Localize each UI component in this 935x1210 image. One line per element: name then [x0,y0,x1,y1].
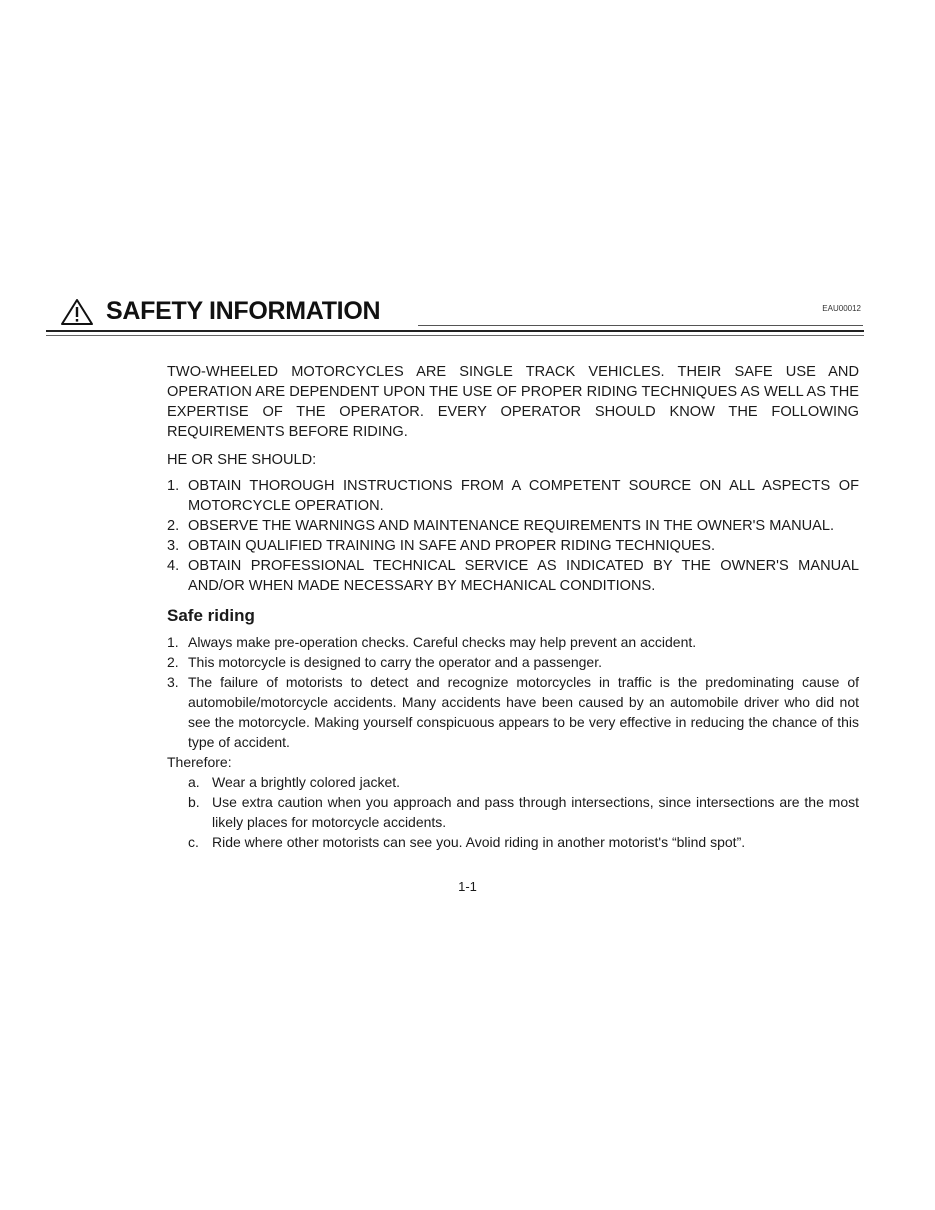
list-text: The failure of motorists to detect and recognize motorcycles in traffic is the predominating cause of automobile/motorcycle accidents. Many accidents have been caused by an automobile driver who did not see the motorcycle. Making yourself conspicuous appears to be very effective in reducing the chance of this type of accident. [188,674,859,750]
list-item [167,672,859,752]
list-number: 2. [167,654,179,670]
list-item [167,772,859,792]
list-number: 1. [167,634,179,650]
list-number: 3. [167,538,180,554]
document-code: EAU00012 [822,304,861,313]
list-item [167,652,859,672]
list-number: 4. [167,558,180,574]
therefore-label: Therefore: [167,754,232,770]
section-header [58,296,863,332]
intro-paragraph: TWO-WHEELED MOTORCYCLES ARE SINGLE TRACK VEHICLES. THEIR SAFE USE AND OPERATION ARE DEPENDENT UPON THE USE OF PROPER RIDING TECHNIQUES AS WELL AS THE EXPERTISE OF THE OPERATOR. EVERY OPERATOR SHOULD KNOW THE FOLLOWING REQUIREMENTS BEFORE RIDING. [167,364,859,440]
list-text: OBTAIN THOROUGH INSTRUCTIONS FROM A COMPETENT SOURCE ON ALL ASPECTS OF MOTORCYCLE OPERATION. [188,478,859,514]
he-should-label: HE OR SHE SHOULD: [167,452,317,468]
list-letter: b. [188,794,200,810]
safe-riding-heading: Safe riding [167,606,255,625]
header-rule-main [46,330,864,332]
warning-triangle-icon [60,298,94,326]
list-text: Always make pre-operation checks. Careful checks may help prevent an accident. [188,634,697,650]
list-text: Use extra caution when you approach and pass through intersections, since intersections are the most likely places for motorcycle accidents. [212,794,859,830]
header-rule-thin [46,335,864,336]
list-item [167,516,859,536]
list-number: 3. [167,674,179,690]
list-number: 2. [167,518,180,534]
page-number: 1-1 [458,879,477,894]
list-item [167,632,859,652]
list-item [167,556,859,596]
list-letter: c. [188,834,199,850]
list-item [167,536,859,556]
page-title: SAFETY INFORMATION [106,297,381,325]
list-number: 1. [167,478,180,494]
list-text: Wear a brightly colored jacket. [212,774,401,790]
list-item [167,476,859,516]
list-item [167,832,859,852]
therefore-list [167,772,859,852]
list-text: OBSERVE THE WARNINGS AND MAINTENANCE REQUIREMENTS IN THE OWNER'S MANUAL. [188,518,835,534]
list-text: This motorcycle is designed to carry the operator and a passenger. [188,654,602,670]
list-text: OBTAIN QUALIFIED TRAINING IN SAFE AND PROPER RIDING TECHNIQUES. [188,538,716,554]
requirements-list [167,476,859,596]
list-letter: a. [188,774,200,790]
safe-riding-list [167,632,859,752]
list-text: Ride where other motorists can see you. Avoid riding in another motorist's “blind spot”. [212,834,746,850]
main-content [167,362,859,852]
header-rule-upper [418,325,863,326]
list-item [167,792,859,832]
list-text: OBTAIN PROFESSIONAL TECHNICAL SERVICE AS INDICATED BY THE OWNER'S MANUAL AND/OR WHEN MADE NECESSARY BY MECHANICAL CONDITIONS. [188,558,859,594]
